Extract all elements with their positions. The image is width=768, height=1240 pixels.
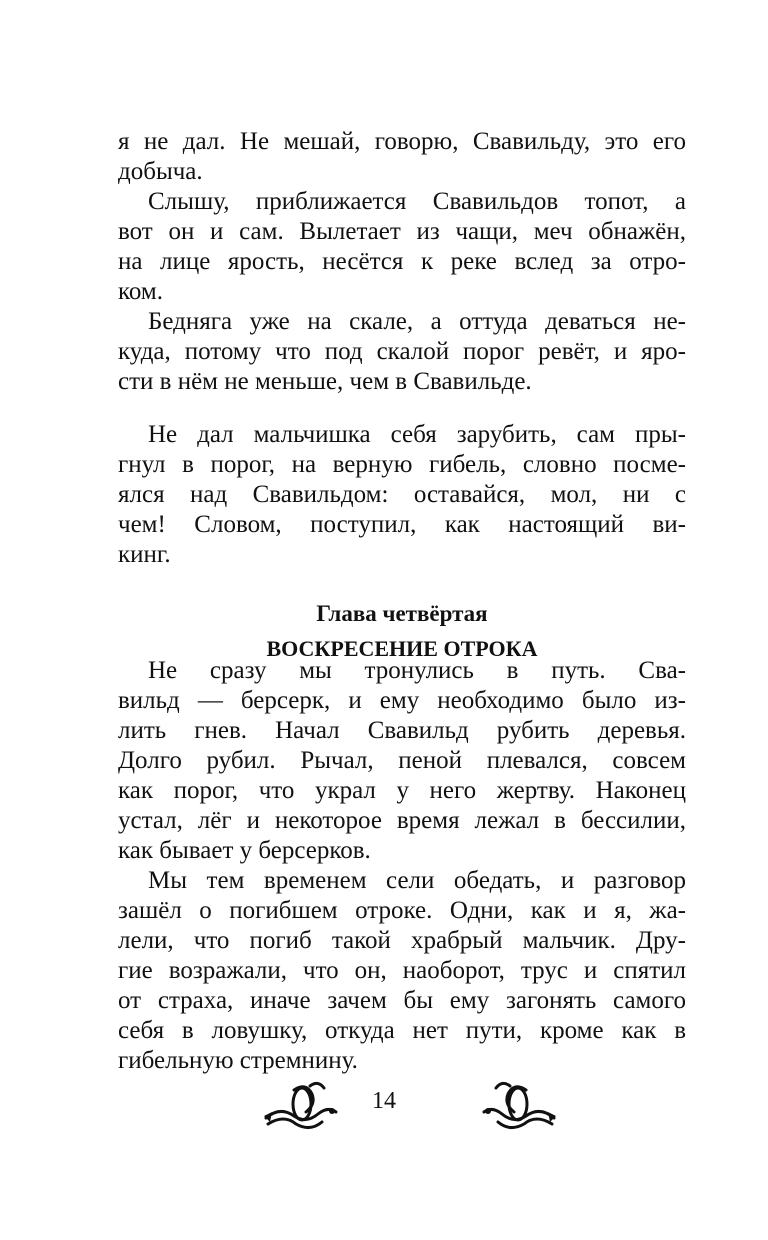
chapter-title: ВОСКРЕСЕНИЕ ОТРОКА: [266, 636, 538, 661]
text-line: добыча.: [118, 158, 203, 185]
text-line: гнул в порог, на верную гибель, словно посме-: [118, 451, 686, 478]
text-line: на лице ярость, несётся к реке вслед за отро-: [118, 248, 686, 275]
text-line: как бывает у берсерков.: [118, 837, 371, 864]
text-line: я не дал. Не мешай, говорю, Свавильду, это его: [118, 128, 686, 155]
text-line: Мы тем временем сели обедать, и разговор: [148, 867, 686, 894]
text-line: вильд — берсерк, и ему необходимо было из-: [118, 687, 686, 714]
text-line: Не сразу мы тронулись в путь. Сва-: [148, 657, 686, 684]
text-line: зашёл о погибшем отроке. Одни, как и я, жа-: [118, 897, 686, 924]
serpent-ornament-right-icon: [478, 1078, 558, 1134]
text-line: Слышу, приближается Свавильдов топот, а: [148, 188, 686, 215]
text-line: куда, потому что под скалой порог ревёт, и яро-: [118, 338, 686, 365]
text-line: лить гнев. Начал Свавильд рубить деревья.: [118, 717, 686, 744]
page-number: 14: [372, 1088, 396, 1114]
text-line: гибельную стремнину.: [118, 1047, 358, 1074]
text-line: себя в ловушку, откуда нет пути, кроме как в: [118, 1017, 686, 1044]
text-line: Долго рубил. Рычал, пеной плевался, совсем: [118, 747, 686, 774]
text-line: как порог, что украл у него жертву. Наконец: [118, 777, 686, 804]
text-line: ком.: [118, 278, 163, 305]
text-line: лели, что погиб такой храбрый мальчик. Дру-: [118, 927, 686, 954]
text-line: чем! Словом, поступил, как настоящий ви-: [118, 511, 686, 538]
text-line: кинг.: [118, 541, 171, 568]
text-line: Бедняга уже на скале, а оттуда деваться не-: [148, 308, 686, 335]
text-line: сти в нём не меньше, чем в Свавильде.: [118, 368, 532, 395]
text-line: гие возражали, что он, наоборот, трус и спятил: [118, 957, 686, 984]
text-line: ялся над Свавильдом: оставайся, мол, ни с: [118, 481, 686, 508]
text-line: устал, лёг и некоторое время лежал в бессилии,: [118, 807, 686, 834]
text-line: от страха, иначе зачем бы ему загонять самого: [118, 987, 686, 1014]
serpent-ornament-left-icon: [262, 1078, 342, 1134]
text-line: Не дал мальчишка себя зарубить, сам пры-: [148, 421, 686, 448]
text-line: вот он и сам. Вылетает из чащи, меч обнажён,: [118, 218, 686, 245]
chapter-label: Глава четвёртая: [316, 601, 488, 626]
